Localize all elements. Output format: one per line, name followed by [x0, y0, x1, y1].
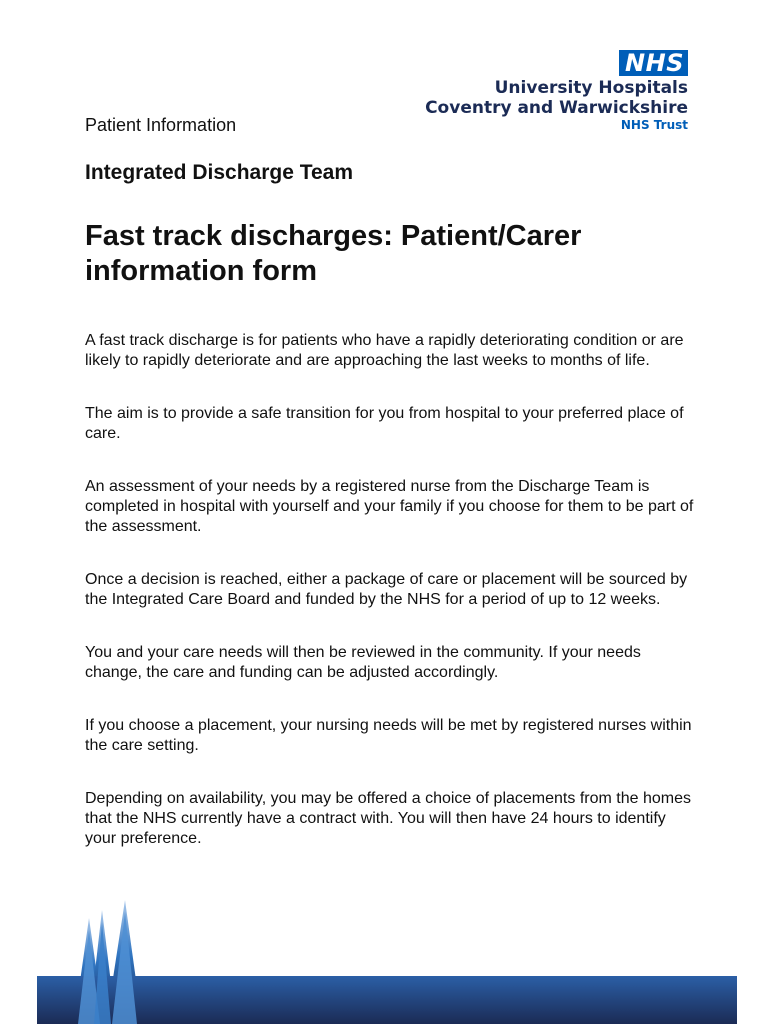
- nhs-trust-logo: [425, 50, 688, 132]
- org-name-line2: Coventry and Warwickshire: [425, 98, 688, 118]
- org-name-line1: University Hospitals: [494, 78, 688, 98]
- footer-band: [37, 976, 737, 1024]
- body-text: [85, 331, 695, 882]
- paragraph: The aim is to provide a safe transition for you from hospital to your preferred place of care.: [85, 405, 684, 442]
- paragraph: If you choose a placement, your nursing needs will be met by registered nurses within the care setting.: [85, 717, 692, 754]
- paragraph: Depending on availability, you may be offered a choice of placements from the homes that the NHS currently have a contract with. You will then have 24 hours to identify your preference.: [85, 790, 691, 847]
- team-heading: Integrated Discharge Team: [85, 161, 354, 184]
- paragraph: An assessment of your needs by a registered nurse from the Discharge Team is completed in hospital with yourself and your family if you choose for them to be part of the assessment.: [85, 478, 694, 535]
- paragraph: Once a decision is reached, either a package of care or placement will be sourced by the Integrated Care Board and funded by the NHS for a period of up to 12 weeks.: [85, 571, 688, 608]
- paragraph: You and your care needs will then be reviewed in the community. If your needs change, the care and funding can be adjusted accordingly.: [85, 644, 641, 681]
- page-title: Fast track discharges: Patient/Carer information form: [85, 220, 582, 287]
- nhs-logo-badge: NHS: [619, 50, 688, 76]
- paragraph: A fast track discharge is for patients who have a rapidly deteriorating condition or are likely to rapidly deteriorate and are approaching the last weeks to months of life.: [85, 332, 684, 369]
- document-category: Patient Information: [85, 115, 237, 135]
- org-name-line3: NHS Trust: [620, 118, 688, 132]
- spires-graphic: [0, 890, 770, 1024]
